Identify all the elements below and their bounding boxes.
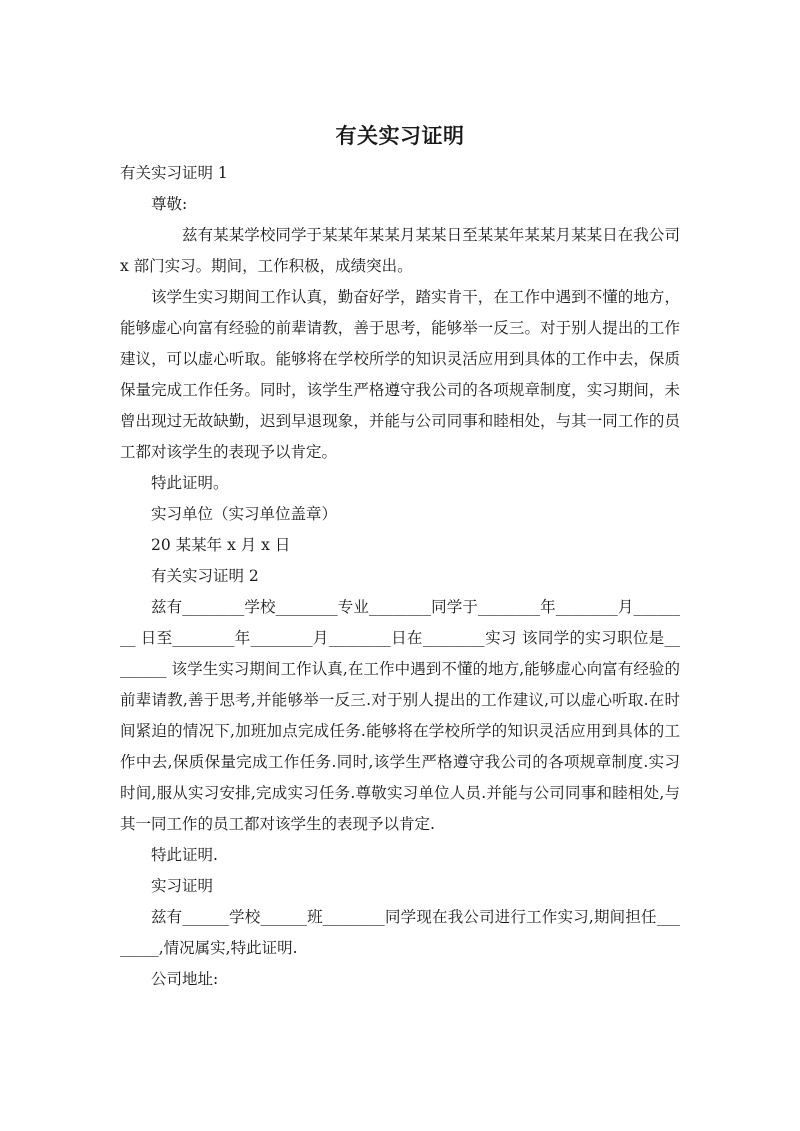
section1-closing: 特此证明。 [151,474,229,492]
section1-unit: 实习单位（实习单位盖章） [151,505,338,523]
section1-date: 20 某某年 x 月 x 日 [151,536,291,554]
section1-paragraph-1: 兹有某某学校同学于某某年某某月某某日至某某年某某月某某日在我公司 x 部门实习。期间，工作积极，成绩突出。 [120,226,680,275]
section3-paragraph-1: 兹有______学校______班________同学现在我公司进行工作实习,期间担任________,情况属实,特此证明. [120,908,680,957]
section2-heading: 有关实习证明 2 [151,567,259,585]
document-title: 有关实习证明 [335,124,465,148]
section3-address-label: 公司地址: [151,970,219,988]
section2-paragraph-1: 兹有________学校________专业________同学于________年________月________ 日至________年________月________日在________实习 该同学的实习职位是________ 该学生实习期间工作认真,在工作中遇到不懂的地方,能够虚心向富有经验的前辈请教,善于思考,并能够举一反三.对于别人提出的工作建议,可以虚心听取.在时间紧迫的情况下,加班加点完成任务.能够将在学校所学的知识灵活应用到具体的工作中去,保质保量完成工作任务.同时,该学生严格遵守我公司的各项规章制度.实习时间,服从实习安排,完成实习任务.尊敬实习单位人员.并能与公司同事和睦相处,与其一同工作的员工都对该学生的表现予以肯定. [120,598,680,833]
section1-paragraph-2: 该学生实习期间工作认真，勤奋好学，踏实肯干，在工作中遇到不懂的地方，能够虚心向富有经验的前辈请教，善于思考，能够举一反三。对于别人提出的工作建议，可以虚心听取。能够将在学校所学的知识灵活应用到具体的工作中去，保质保量完成工作任务。同时，该学生严格遵守我公司的各项规章制度，实习期间，未曾出现过无故缺勤，迟到早退现象，并能与公司同事和睦相处，与其一同工作的员工都对该学生的表现予以肯定。 [120,288,680,461]
document-body [120,158,680,995]
section3-heading: 实习证明 [151,877,214,895]
section1-heading: 有关实习证明 1 [120,164,228,182]
section2-closing: 特此证明. [151,846,218,864]
section1-salutation: 尊敬: [151,195,188,213]
